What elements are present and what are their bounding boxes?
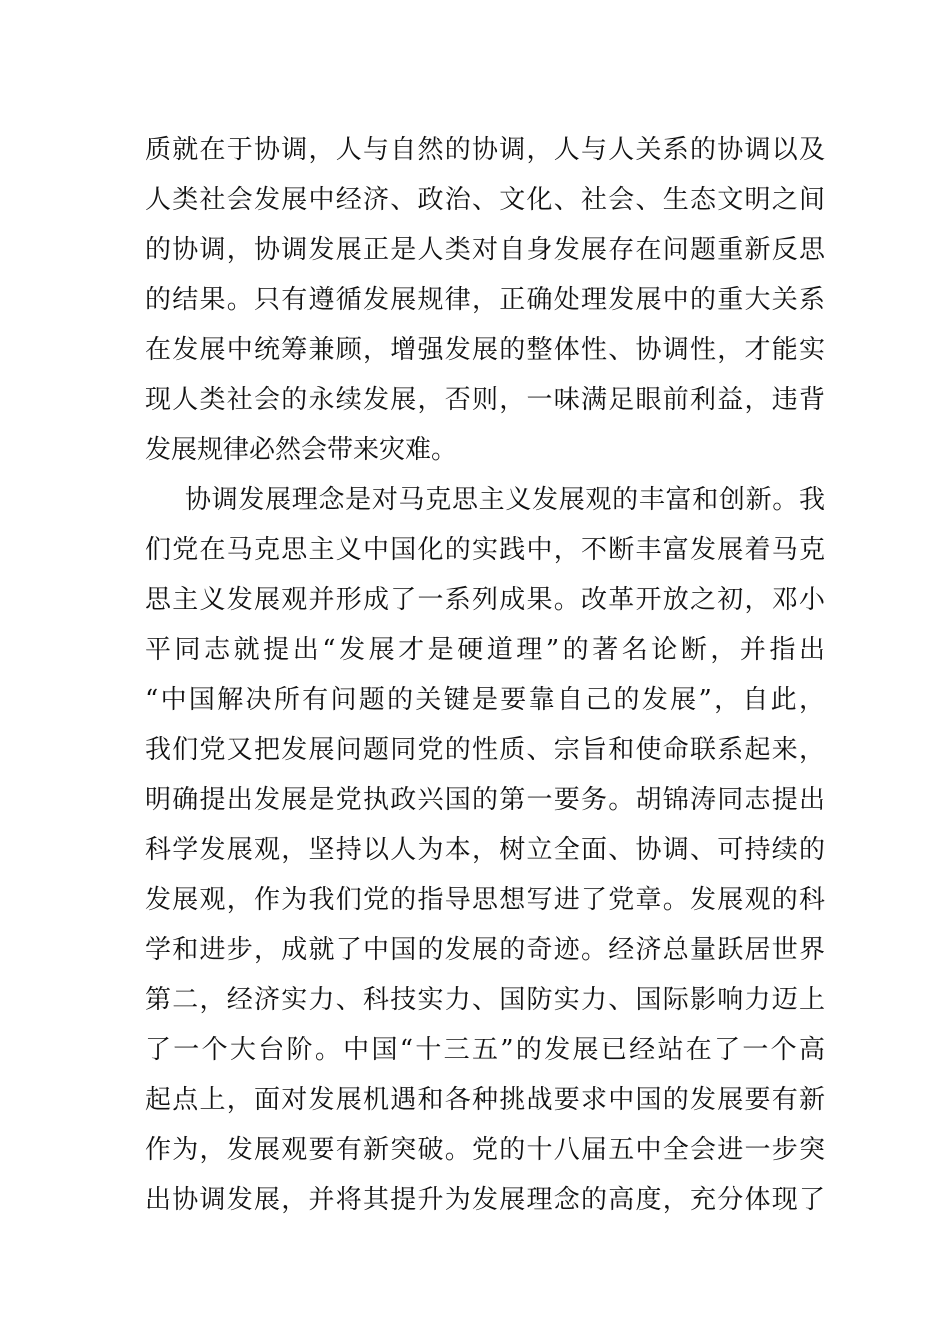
text-line: 学和进步，成就了中国的发展的奇迹。经济总量跃居世界 — [145, 935, 825, 965]
text-line: 明确提出发展是党执政兴国的第一要务。胡锦涛同志提出 — [145, 785, 825, 815]
text-line: 出协调发展，并将其提升为发展理念的高度，充分体现了 — [145, 1185, 825, 1215]
paragraph-2 — [145, 475, 825, 1225]
text-line: 人类社会发展中经济、政治、文化、社会、生态文明之间 — [145, 185, 825, 215]
text-line: 质就在于协调，人与自然的协调，人与人关系的协调以及 — [145, 135, 825, 165]
paragraph-1 — [145, 125, 825, 475]
text-line: 科学发展观，坚持以人为本，树立全面、协调、可持续的 — [145, 835, 825, 865]
text-line: 发展观，作为我们党的指导思想写进了党章。发展观的科 — [145, 885, 825, 915]
text-line: 第二，经济实力、科技实力、国防实力、国际影响力迈上 — [145, 985, 825, 1015]
text-line: 协调发展理念是对马克思主义发展观的丰富和创新。我 — [185, 485, 825, 515]
text-line: 现人类社会的永续发展，否则，一味满足眼前利益，违背 — [145, 385, 825, 415]
text-line: 发展规律必然会带来灾难。 — [145, 435, 458, 465]
text-line: 了一个大台阶。中国“十三五”的发展已经站在了一个高 — [145, 1035, 825, 1065]
text-line: “中国解决所有问题的关键是要靠自己的发展”，自此， — [145, 685, 825, 715]
text-line: 平同志就提出“发展才是硬道理”的著名论断，并指出 — [145, 635, 825, 665]
text-line: 我们党又把发展问题同党的性质、宗旨和使命联系起来， — [145, 735, 825, 765]
text-line: 在发展中统筹兼顾，增强发展的整体性、协调性，才能实 — [145, 335, 825, 365]
text-line: 起点上，面对发展机遇和各种挑战要求中国的发展要有新 — [145, 1085, 825, 1115]
text-line: 的结果。只有遵循发展规律，正确处理发展中的重大关系 — [145, 285, 825, 315]
text-line: 们党在马克思主义中国化的实践中，不断丰富发展着马克 — [145, 535, 825, 565]
text-line: 思主义发展观并形成了一系列成果。改革开放之初，邓小 — [145, 585, 825, 615]
text-line: 的协调，协调发展正是人类对自身发展存在问题重新反思 — [145, 235, 825, 265]
text-line: 作为，发展观要有新突破。党的十八届五中全会进一步突 — [145, 1135, 825, 1165]
